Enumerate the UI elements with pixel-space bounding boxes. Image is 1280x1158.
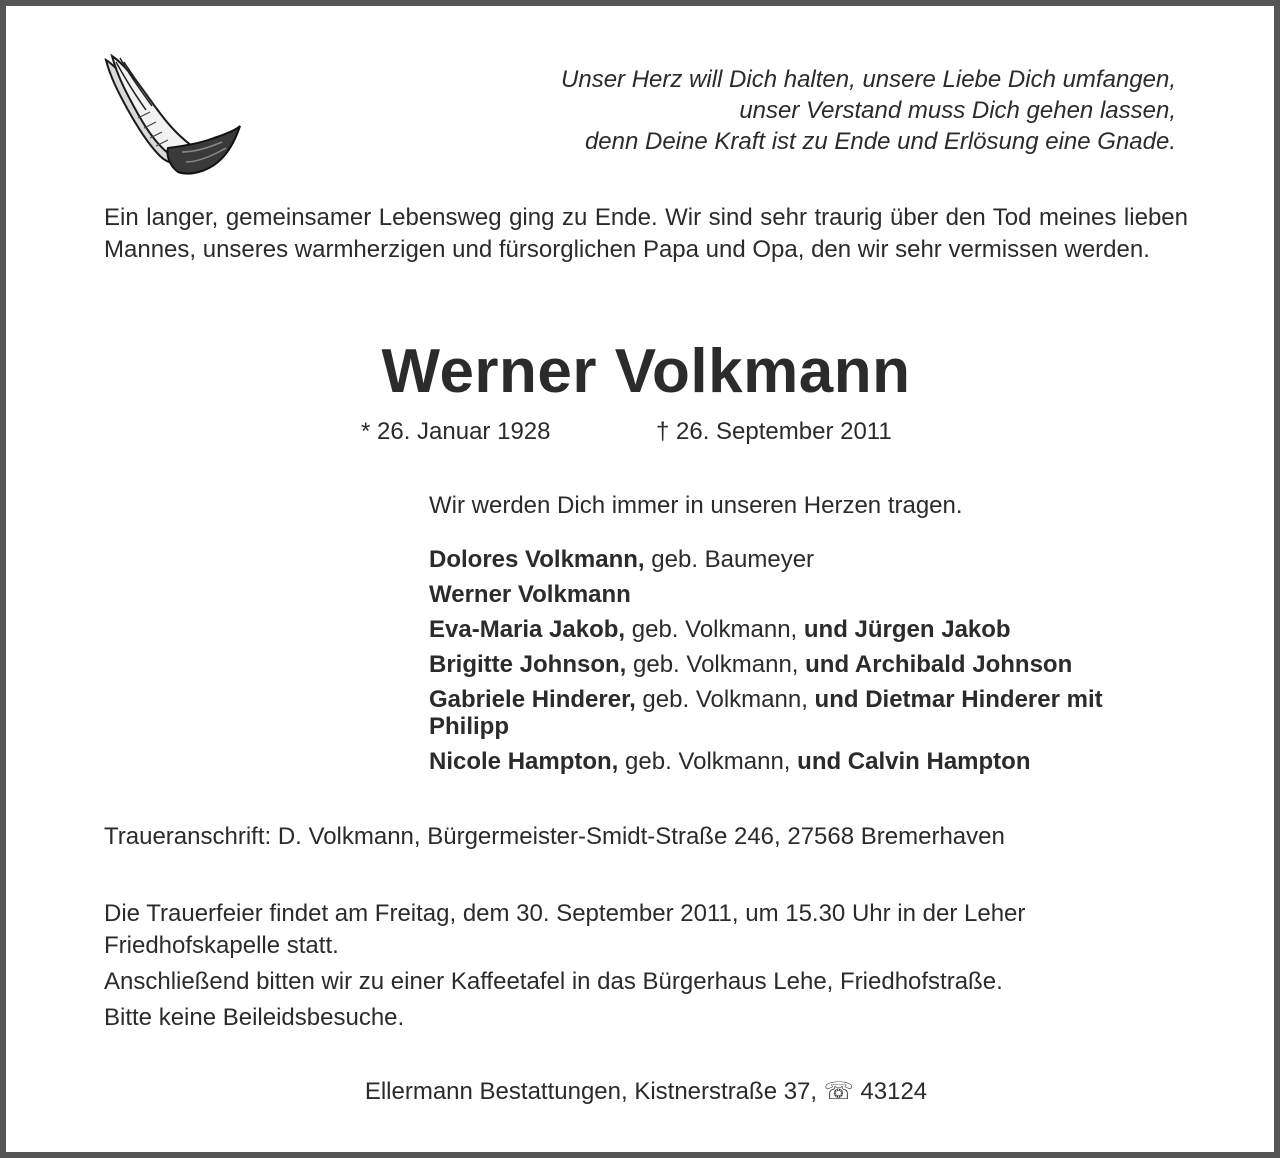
intro-paragraph: Ein langer, gemeinsamer Lebensweg ging zu Ende. Wir sind sehr traurig über den Tod meines lieben Mannes, unseres warmherzigen und fürsorglichen Papa und Opa, den wir sehr vermissen werden. (104, 204, 1188, 263)
mourner-entry (429, 686, 1189, 740)
mourner-maiden-name: geb. Volkmann, (618, 748, 791, 775)
mourner-name: Brigitte Johnson, (429, 651, 627, 678)
memorial-verse (416, 64, 1176, 157)
deceased-name: Werner Volkmann (381, 337, 911, 406)
verse-line: unser Verstand muss Dich gehen lassen, (739, 97, 1176, 124)
mourner-partner: und Archibald Johnson (798, 651, 1073, 678)
ceremony-text: Die Trauerfeier findet am Freitag, dem 30. September 2011, um 15.30 Uhr in der Leher Friedhofskapelle statt. (104, 900, 1026, 959)
mourner-name: Gabriele Hinderer, (429, 686, 636, 713)
funeral-details (104, 898, 1188, 1038)
mourner-partner: und Calvin Hampton (790, 748, 1031, 775)
mourning-address: Traueranschrift: D. Volkmann, Bürgermeister-Smidt-Straße 246, 27568 Bremerhaven (104, 823, 1005, 850)
praying-hands-icon (98, 52, 243, 177)
mourner-entry (429, 651, 1189, 678)
mourner-entry (429, 748, 1189, 775)
mourner-maiden-name: geb. Volkmann, (626, 651, 799, 678)
farewell-line: Wir werden Dich immer in unseren Herzen tragen. (429, 492, 963, 519)
mourner-entry (429, 581, 1189, 608)
death-date: † 26. September 2011 (656, 418, 892, 445)
birth-date: * 26. Januar 1928 (361, 418, 551, 445)
mourner-name: Nicole Hampton, (429, 748, 619, 775)
verse-line: denn Deine Kraft ist zu Ende und Erlösung eine Gnade. (584, 128, 1176, 155)
condolence-note: Bitte keine Beileidsbesuche. (104, 1004, 405, 1031)
mourner-name: Werner Volkmann (429, 581, 631, 608)
mourner-entry (429, 546, 1189, 573)
mourner-name: Eva-Maria Jakob, (429, 616, 626, 643)
mourner-entry (429, 616, 1189, 643)
mourner-name: Dolores Volkmann, (429, 546, 645, 573)
mourner-maiden-name: geb. Volkmann, (635, 686, 808, 713)
mourner-partner: und Jürgen Jakob (797, 616, 1011, 643)
mourner-maiden-name: geb. Baumeyer (644, 546, 815, 573)
verse-line: Unser Herz will Dich halten, unsere Liebe Dich umfangen, (561, 66, 1176, 93)
mourners-list (429, 546, 1189, 783)
undertaker-line: Ellermann Bestattungen, Kistnerstraße 37, ☏ 43124 (364, 1078, 928, 1105)
mourner-partner: und Dietmar Hinderer mit Philipp (429, 686, 1103, 740)
reception-text: Anschließend bitten wir zu einer Kaffeetafel in das Bürgerhaus Lehe, Friedhofstraße. (104, 968, 1003, 995)
mourner-maiden-name: geb. Volkmann, (625, 616, 798, 643)
